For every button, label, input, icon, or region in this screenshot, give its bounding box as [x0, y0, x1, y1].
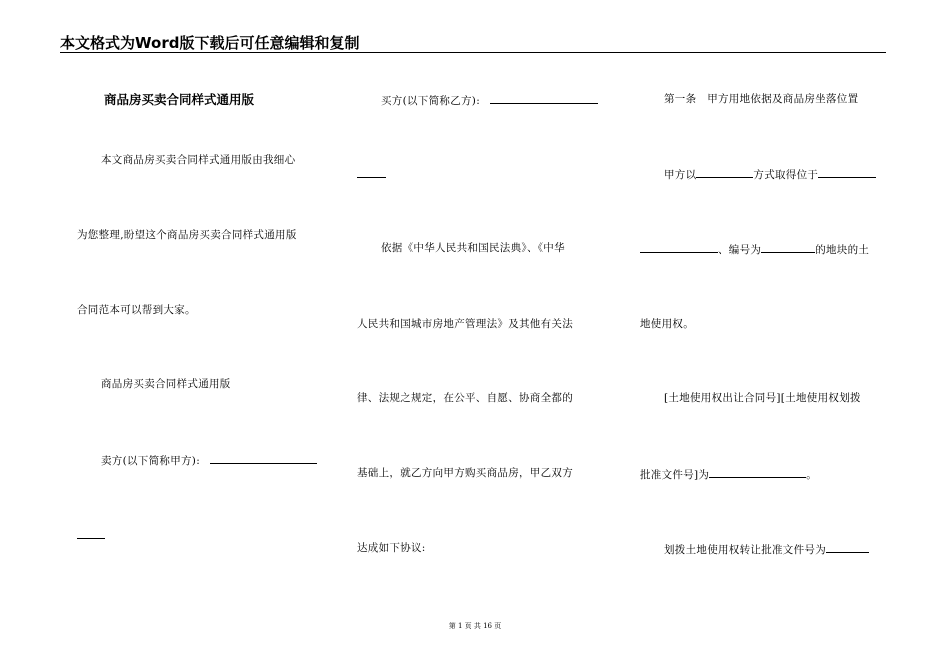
col2-buyer-line	[381, 92, 598, 108]
col1-seller-line	[101, 452, 317, 468]
seller-blank-continuation	[77, 527, 105, 539]
col2-line-3: 人民共和国城市房地产管理法》及其他有关法	[357, 318, 573, 330]
header-divider	[60, 52, 886, 53]
acquisition-method-blank	[696, 166, 753, 178]
col2-line-6: 达成如下协议:	[357, 542, 426, 554]
buyer-blank	[490, 92, 598, 104]
col2-buyer-blank-cont	[357, 166, 386, 182]
col3-article-1-heading: 第一条 甲方用地依据及商品房坐落位置	[664, 93, 859, 105]
col3-line-5: [土地使用权出让合同号][土地使用权划拨	[664, 392, 861, 404]
col3-line-7a: 划拨土地使用权转让批准文件号为	[664, 544, 826, 556]
col1-line-3: 合同范本可以帮到大家。	[77, 304, 196, 316]
location-blank	[818, 166, 876, 178]
col3-line-3b: 的地块的土	[815, 244, 870, 256]
col3-line-2a: 甲方以	[664, 169, 697, 181]
buyer-label: 买方(以下简称乙方):	[381, 95, 481, 107]
page-number: 第 1 页 共 16 页	[448, 622, 502, 630]
col1-line-2: 为您整理,盼望这个商品房买卖合同样式通用版	[77, 229, 297, 241]
col3-line-6b: 。	[806, 469, 818, 481]
col3-line-2b: 方式取得位于	[753, 169, 819, 181]
col3-line-6a: 批准文件号]为	[640, 469, 710, 481]
col1-seller-blank-cont	[77, 527, 105, 543]
col3-line-7	[664, 541, 869, 557]
seller-blank	[210, 452, 317, 464]
col2-line-4: 律、法规之规定，在公平、自愿、协商全都的	[357, 392, 573, 404]
document-banner: 本文格式为Word版下载后可任意编辑和复制	[60, 34, 360, 52]
buyer-blank-continuation	[357, 166, 386, 178]
col3-line-4: 地使用权。	[640, 318, 694, 330]
parcel-number-blank	[761, 241, 815, 253]
col2-line-5: 基础上，就乙方向甲方购买商品房，甲乙双方	[357, 467, 573, 479]
col1-line-4: 商品房买卖合同样式通用版	[101, 378, 231, 390]
col3-line-3	[640, 241, 869, 257]
col3-line-2	[664, 166, 876, 182]
document-title: 商品房买卖合同样式通用版	[104, 92, 255, 107]
col1-line-1: 本文商品房买卖合同样式通用版由我细心	[101, 154, 296, 166]
document-number-blank	[709, 466, 806, 478]
seller-label: 卖方(以下简称甲方):	[101, 455, 201, 467]
transfer-approval-blank	[826, 541, 869, 553]
col3-line-3a: 、编号为	[718, 244, 762, 256]
col2-line-2: 依据《中华人民共和国民法典》、《中华	[381, 242, 565, 254]
col3-line-6	[640, 466, 817, 482]
location-blank-continuation	[640, 241, 718, 253]
